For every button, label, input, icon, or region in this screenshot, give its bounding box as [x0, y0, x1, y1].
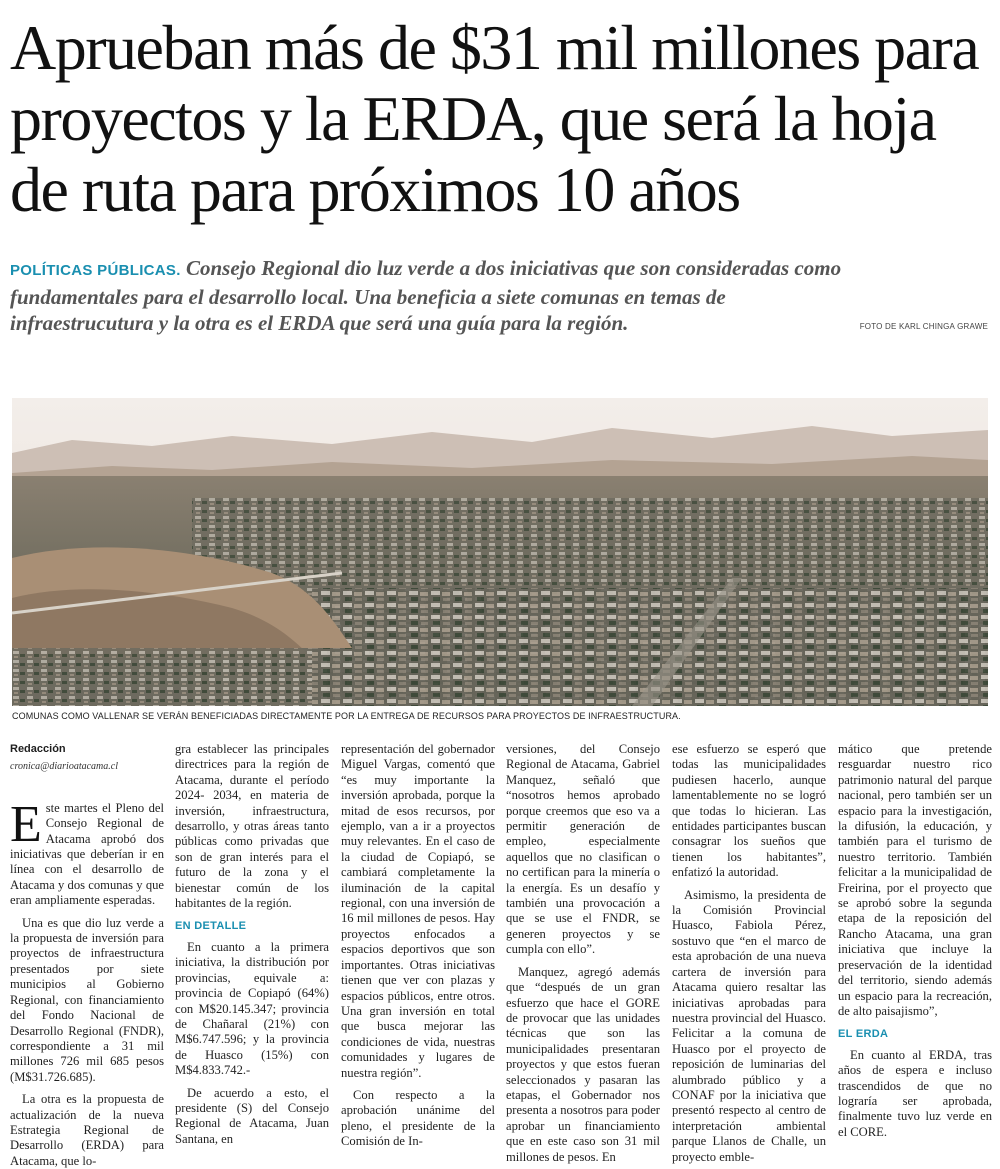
column-6 — [838, 742, 992, 1139]
paragraph: representación del gobernador Miguel Vargas, comentó que “es muy importante la inversión aprobada, porque la mitad de esos recursos, por ejemplo, van a ir a proyectos muy relevantes. En el caso de la ciudad de Copiapó, se cambiará completamente la iluminación de la capital regional, con una inversión de 16 mil millones de pesos. Hay proyectos enfocados a espacios deportivos que son importantes. Otras iniciativas tienen que ver con plazas y espacios públicos, entre otros. Una gran inversión en total que busca mejorar las condiciones de vida, nuestras comunidades y lugares de nuestra región”. — [341, 742, 495, 1080]
photo-caption: COMUNAS COMO VALLENAR SE VERÁN BENEFICIADAS DIRECTAMENTE POR LA ENTREGA DE RECURSOS PARA PROYECTOS DE INFRAESTRUCTURA. — [12, 711, 681, 721]
paragraph: Con respecto a la aprobación unánime del pleno, el presidente de la Comisión de In- — [341, 1087, 495, 1149]
paragraph: Este martes el Pleno del Consejo Regional de Atacama aprobó dos iniciativas que deberían ir en línea con el desarrollo de Atacama y dos comunas y que eran ampliamente esperadas. — [10, 795, 164, 908]
headline: Aprueban más de $31 mil millones para proyectos y la ERDA, que será la hoja de ruta para próximos 10 años — [10, 12, 979, 225]
aerial-city-image — [12, 398, 988, 706]
paragraph: Una es que dio luz verde a la propuesta de inversión para proyectos de infraestructura presentados por siete municipios al Gobierno Regional, con financiamiento del Fondo Nacional de Desarrollo Regional (FNDR), correspondiente a 31 mil millones 726 mil 685 pesos (M$31.726.685). — [10, 915, 164, 1084]
photo-credit: FOTO DE KARL CHINGA GRAWE — [859, 322, 988, 331]
main-photo — [12, 398, 988, 706]
section-subtitle: EL ERDA — [838, 1028, 889, 1041]
drop-cap: E — [10, 795, 42, 853]
column-3 — [341, 742, 495, 1149]
paragraph: De acuerdo a esto, el presidente (S) del Consejo Regional de Atacama, Juan Santana, en — [175, 1085, 329, 1146]
section-tag: POLÍTICAS PÚBLICAS. — [10, 262, 181, 279]
column-4 — [506, 742, 660, 1164]
paragraph: Manquez, agregó además que “después de un gran esfuerzo que hace el GORE de provocar que las unidades técnicas que son las municipalidades presentaran proyectos y que estos fueran seleccionados y pasaran las etapas, el Gobernador nos presenta a nosotros para poder aprobar un financiamiento que en este caso son 31 mil millones de pesos. En — [506, 964, 660, 1164]
paragraph: versiones, del Consejo Regional de Atacama, Gabriel Manquez, señaló que “nosotros hemos aprobado porque creemos que eso va a permitir generación de empleo, especialmente aquellos que no clasifican o no certifican para la minería o la energía. Es un desafío y también una provocación a que se use el FNDR, se generen proyectos y se cumpla con ello”. — [506, 742, 660, 957]
paragraph: Asimismo, la presidenta de la Comisión Provincial Huasco, Fabiola Pérez, sostuvo que “en el marco de esta aprobación de una nueva cartera de inversión para Atacama quiero resaltar las iniciativas aprobadas para nuestra provincial del Huasco. Felicitar a la comuna de Huasco por el proyecto de reposición de luminarias del alumbrado público y a CONAF por la iniciativa que presentó respecto al centro de interpretación ambiental parque Llanos de Challe, un proyecto emble- — [672, 887, 826, 1164]
article-body — [10, 742, 992, 1168]
paragraph: En cuanto al ERDA, tras años de espera e incluso trascendidos de que no lograría ser aprobada, finalmente tuvo luz verde en el CORE. — [838, 1047, 992, 1139]
paragraph: gra establecer las principales directrices para la región de Atacama, durante el período 2024- 2034, en materia de inversión, infraestructura, desarrollo, y otras áreas tanto públicas como privadas que son de gran interés para el futuro de la zona y el bienestar común de los habitantes de la región. — [175, 742, 329, 911]
author-email[interactable]: cronica@diarioatacama.cl — [10, 761, 118, 773]
section-subtitle: EN DETALLE — [175, 920, 247, 933]
column-5 — [672, 742, 826, 1164]
subhead-text: Consejo Regional dio luz verde a dos iniciativas que son consideradas como fundamentales para el desarrollo local. Una beneficia a siete comunas en temas de infraestrucutura y la otra es el ERDA que será una guía para la región. — [10, 256, 842, 335]
paragraph: En cuanto a la primera iniciativa, la distribución por provincias, equivale a: provincia de Copiapó (64%) con M$20.145.347; provincia de Chañaral (21%) con M$6.747.596; y la provincia de Huasco (15%) con M$4.833.742.- — [175, 939, 329, 1078]
paragraph: ese esfuerzo se esperó que todas las municipalidades pudiesen hacerlo, aunque lamentablemente no se logró que todas lo hicieran. Las entidades participantes buscan consagrar los sueños que tienen los habitantes”, enfatizó la autoridad. — [672, 742, 826, 880]
byline: Redacción — [10, 743, 66, 755]
paragraph: mático que pretende resguardar nuestro rico patrimonio natural del parque nacional, pero también ser un espacio para la investigación, la difusión, la educación, y también para el turismo de nuestro territorio. También felicitar a la municipalidad de Freirina, por el proyecto que se aprobó sobre la segunda etapa de la reposición del Rancho Atacama, una gran iniciativa que incluye la preservación de la identidad del territorio, siendo además un espacio para la recreación, de alto paisajismo”, — [838, 742, 992, 1018]
column-2 — [175, 742, 329, 1146]
paragraph: La otra es la propuesta de actualización de la nueva Estrategia Regional de Desarrollo (ERDA) para Atacama, que lo- — [10, 1092, 164, 1168]
column-1 — [10, 742, 164, 1168]
subhead — [10, 255, 870, 336]
